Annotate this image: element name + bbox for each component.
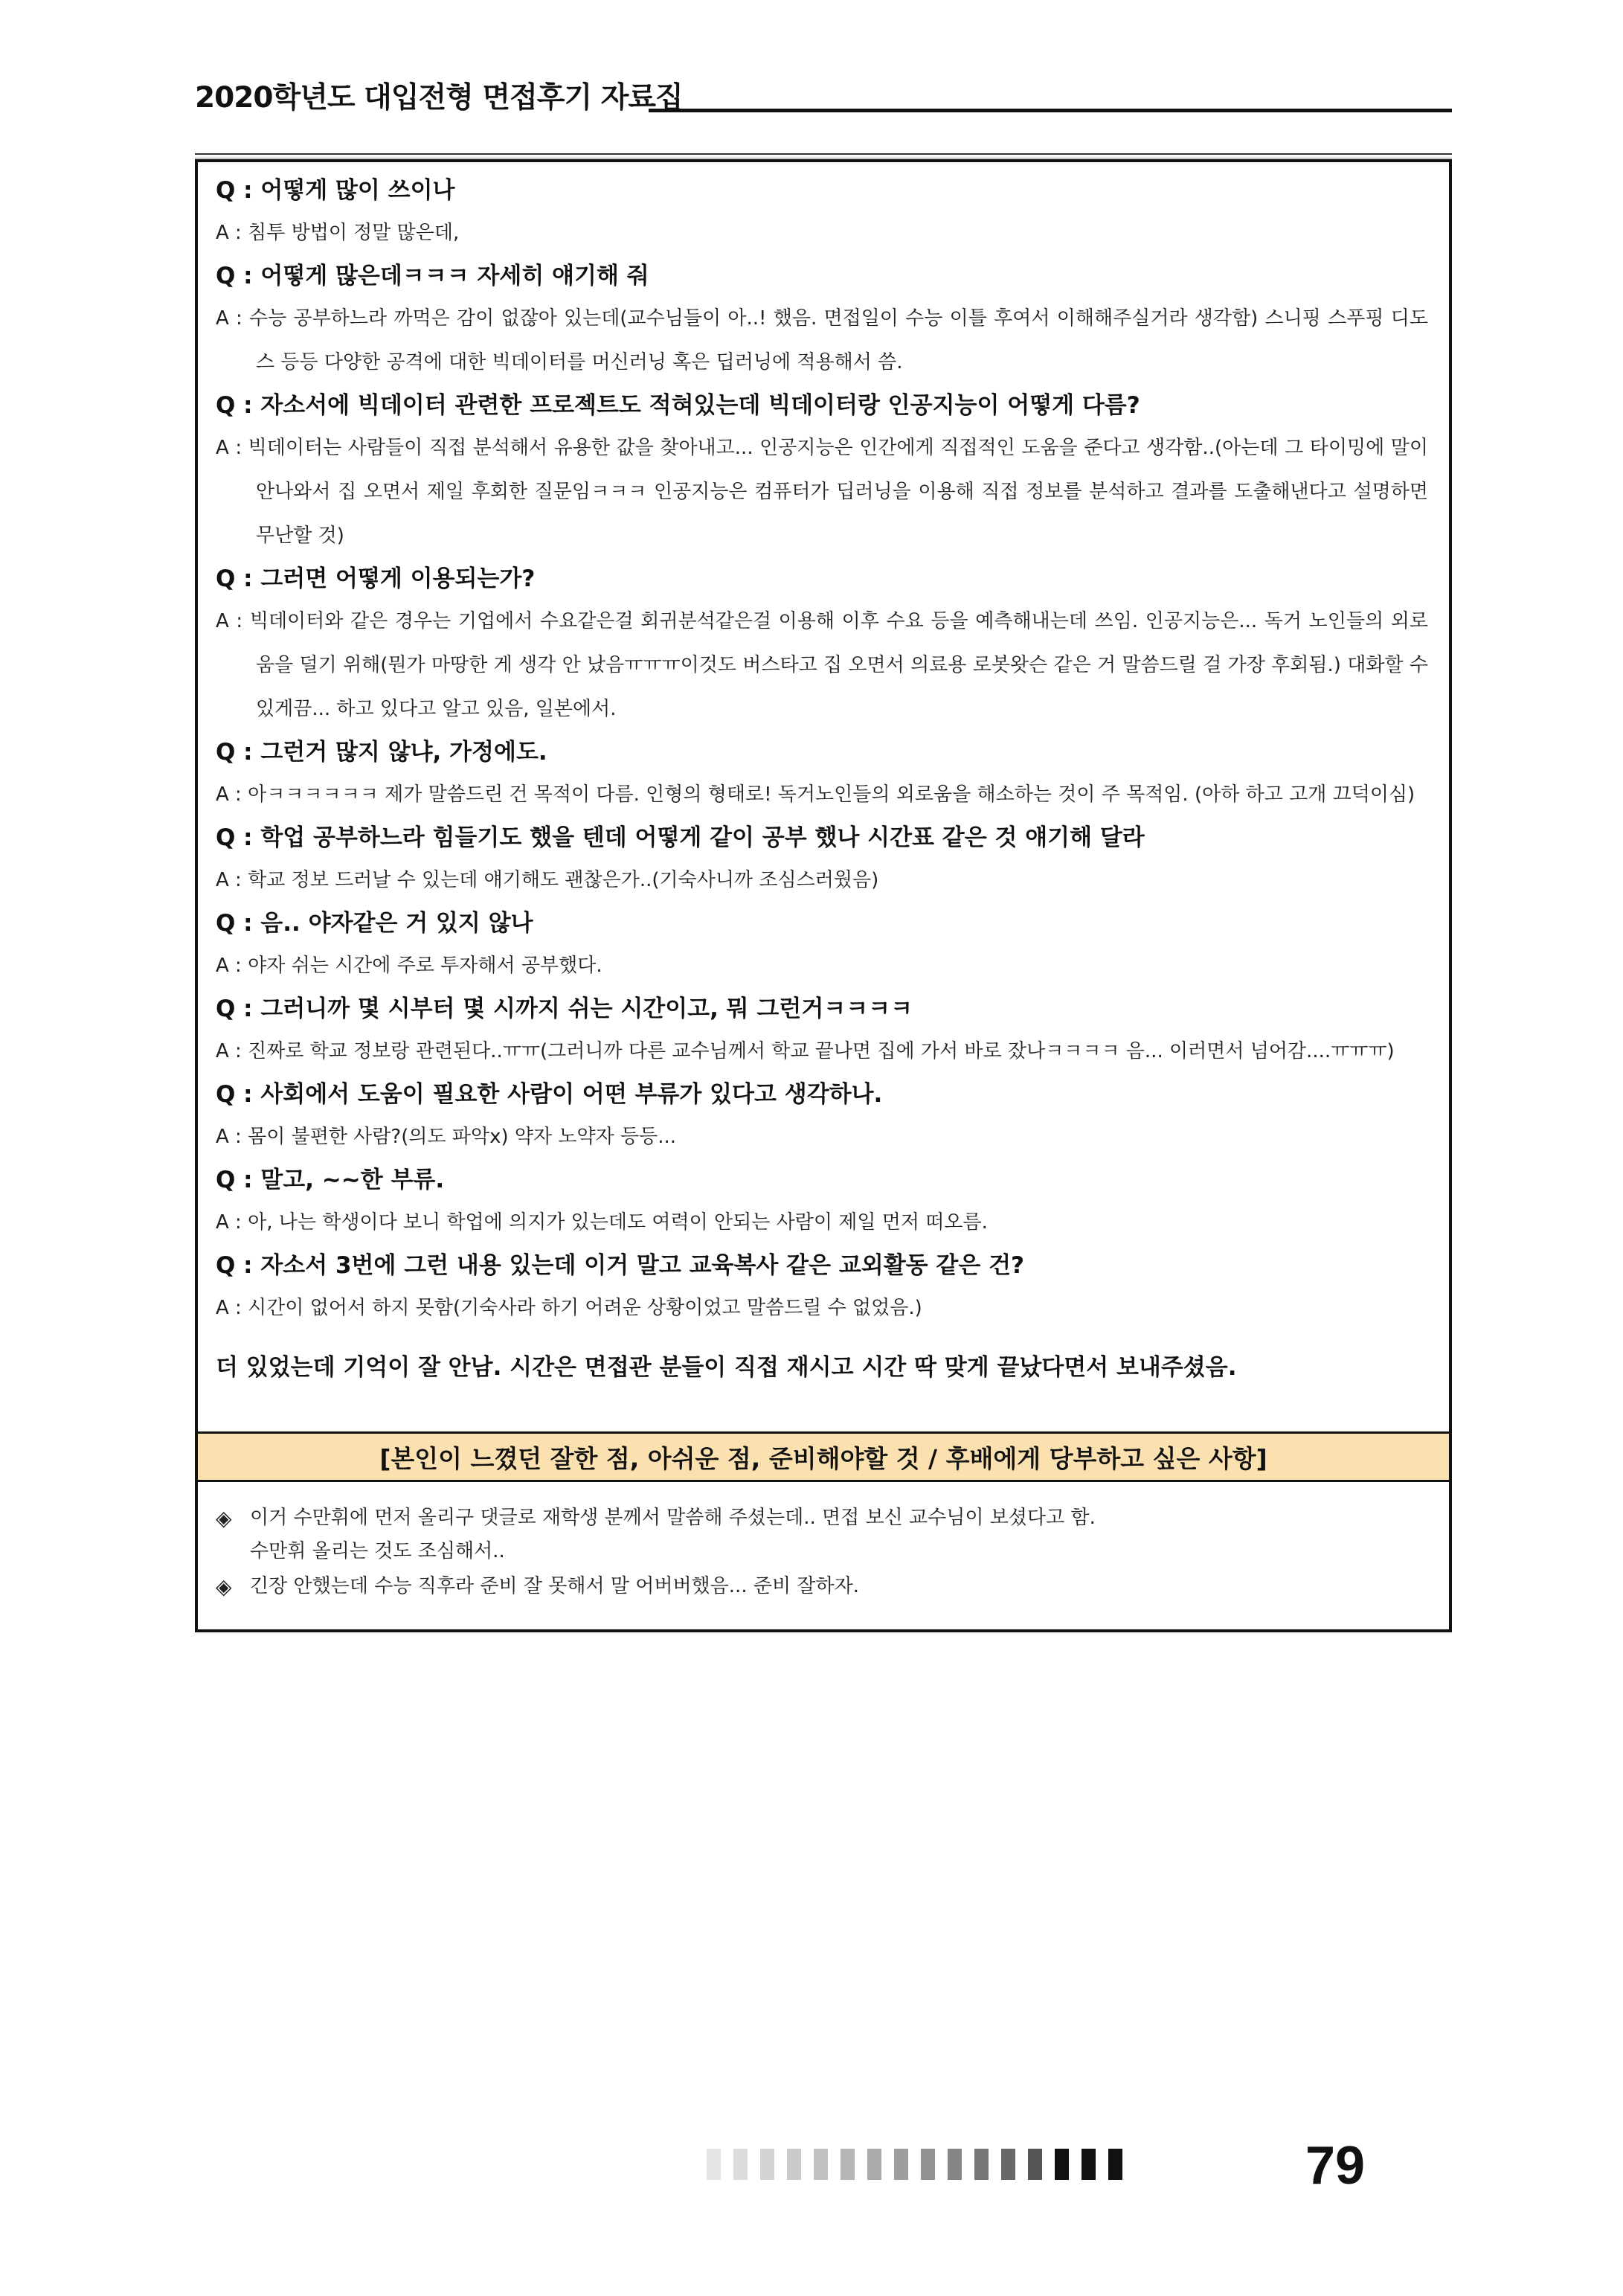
question: Q : 음.. 야자같은 거 있지 않나	[216, 910, 533, 937]
tip-item	[216, 1570, 1421, 1603]
page-footer	[707, 2135, 1376, 2195]
page-gradient-bar	[707, 2149, 1122, 2180]
page-gradient-block	[1001, 2149, 1015, 2180]
question: Q : 사회에서 도움이 필요한 사람이 어떤 부류가 있다고 생각하나.	[216, 1081, 883, 1108]
answer: A : 몸이 불편한 사람?(의도 파악x) 약자 노약자 등등...	[216, 1126, 677, 1148]
page-gradient-block	[921, 2149, 935, 2180]
answer: A : 수능 공부하느라 까먹은 감이 없잖아 있는데(교수님들이 아..! 했음. 면접일이 수능 이틀 후여서 이해해주실거라 생각함) 스니핑 스푸핑 디도스 등등 다양한 공격에 대한 빅데이터를 머신러닝 혹은 딥러닝에 적용해서 씀.	[216, 307, 1428, 373]
answer: A : 진짜로 학교 정보랑 관련된다..ㅠㅠ(그러니까 다른 교수님께서 학교 끝나면 집에 가서 바로 잤나ㅋㅋㅋㅋ 음... 이러면서 넘어감....ㅠㅠㅠ)	[216, 1040, 1395, 1062]
answer: A : 시간이 없어서 하지 못함(기숙사라 하기 어려운 상황이었고 말씀드릴 수 없었음.)	[216, 1297, 922, 1319]
tip-text-continued: 수만휘 올리는 것도 조심해서..	[250, 1540, 505, 1562]
question: Q : 어떻게 많은데ㅋㅋㅋ 자세히 얘기해 줘	[216, 263, 649, 289]
page-gradient-block	[948, 2149, 962, 2180]
answer: A : 빅데이터는 사람들이 직접 분석해서 유용한 값을 찾아내고... 인공지능은 인간에게 직접적인 도움을 준다고 생각함..(아는데 그 타이밍에 말이 안나와서 집 오면서 제일 후회한 질문임ㅋㅋㅋ 인공지능은 컴퓨터가 딥러닝을 이용해 직접 정보를 분석하고 결과를 도출해낸다고 설명하면 무난할 것)	[216, 437, 1428, 547]
page-gradient-block	[1028, 2149, 1042, 2180]
question: Q : 학업 공부하느라 힘들기도 했을 텐데 어떻게 같이 공부 했나 시간표 같은 것 얘기해 달라	[216, 824, 1145, 851]
header-title: 2020학년도 대입전형 면접후기 자료집	[195, 81, 683, 115]
question: Q : 어떻게 많이 쓰이나	[216, 177, 455, 204]
page-gradient-block	[1055, 2149, 1069, 2180]
page-gradient-block	[787, 2149, 801, 2180]
question: Q : 말고, ~~한 부류.	[216, 1167, 445, 1193]
qa-list	[216, 170, 1428, 1411]
page-gradient-block	[1082, 2149, 1096, 2180]
header-rule	[649, 109, 1452, 112]
diamond-bullet-icon: ◈	[216, 1506, 232, 1530]
answer: A : 아, 나는 학생이다 보니 학업에 의지가 있는데도 여력이 안되는 사람이 제일 먼저 떠오름.	[216, 1211, 988, 1234]
tips-header: [본인이 느꼈던 잘한 점, 아쉬운 점, 준비해야할 것 / 후배에게 당부하고 싶은 사항]	[198, 1431, 1449, 1482]
question: Q : 그러면 어떻게 이용되는가?	[216, 565, 536, 592]
page-number: 79	[1305, 2136, 1366, 2196]
answer: A : 침투 방법이 정말 많은데,	[216, 222, 460, 244]
page-gradient-block	[760, 2149, 774, 2180]
page-gradient-block	[814, 2149, 828, 2180]
question: Q : 자소서 3번에 그런 내용 있는데 이거 말고 교육복사 같은 교외활동 같은 건?	[216, 1252, 1025, 1279]
answer: A : 빅데이터와 같은 경우는 기업에서 수요같은걸 회귀분석같은걸 이용해 이후 수요 등을 예측해내는데 쓰임. 인공지능은... 독거 노인들의 외로움을 덜기 위해(뭔가 마땅한 게 생각 안 났음ㅠㅠㅠ이것도 버스타고 집 오면서 의료용 로봇왓슨 같은 거 말씀드릴 걸 가장 후회됨.) 대화할 수 있게끔... 하고 있다고 알고 있음, 일본에서.	[216, 610, 1428, 720]
answer: A : 아ㅋㅋㅋㅋㅋㅋ 제가 말씀드린 건 목적이 다름. 인형의 형태로! 독거노인들의 외로움을 해소하는 것이 주 목적임. (아하 하고 고개 끄덕이심)	[216, 783, 1415, 806]
page-gradient-block	[1108, 2149, 1122, 2180]
page-gradient-block	[707, 2149, 721, 2180]
answer: A : 야자 쉬는 시간에 주로 투자해서 공부했다.	[216, 955, 602, 977]
tip-text: 이거 수만휘에 먼저 올리구 댓글로 재학생 분께서 말씀해 주셨는데.. 면접 보신 교수님이 보셨다고 함.	[250, 1507, 1096, 1529]
header-divider	[195, 153, 1452, 155]
question: Q : 자소서에 빅데이터 관련한 프로젝트도 적혀있는데 빅데이터랑 인공지능이 어떻게 다름?	[216, 392, 1140, 419]
closing-note: 더 있었는데 기억이 잘 안남. 시간은 면접관 분들이 직접 재시고 시간 딱 맞게 끝났다면서 보내주셨음.	[216, 1354, 1237, 1381]
tip-item	[216, 1501, 1421, 1568]
page-gradient-block	[841, 2149, 855, 2180]
page-gradient-block	[974, 2149, 989, 2180]
page-gradient-block	[733, 2149, 748, 2180]
page-gradient-block	[894, 2149, 908, 2180]
interview-box	[195, 159, 1452, 1632]
tip-text: 긴장 안했는데 수능 직후라 준비 잘 못해서 말 어버버했음... 준비 잘하자.	[250, 1575, 859, 1597]
diamond-bullet-icon: ◈	[216, 1574, 232, 1599]
question: Q : 그런거 많지 않냐, 가정에도.	[216, 739, 547, 766]
question: Q : 그러니까 몇 시부터 몇 시까지 쉬는 시간이고, 뭐 그런거ㅋㅋㅋㅋ	[216, 995, 913, 1022]
page-gradient-block	[867, 2149, 881, 2180]
tips-list	[216, 1501, 1421, 1605]
answer: A : 학교 정보 드러날 수 있는데 얘기해도 괜찮은가..(기숙사니까 조심스러웠음)	[216, 869, 879, 891]
page-header	[195, 74, 1452, 119]
